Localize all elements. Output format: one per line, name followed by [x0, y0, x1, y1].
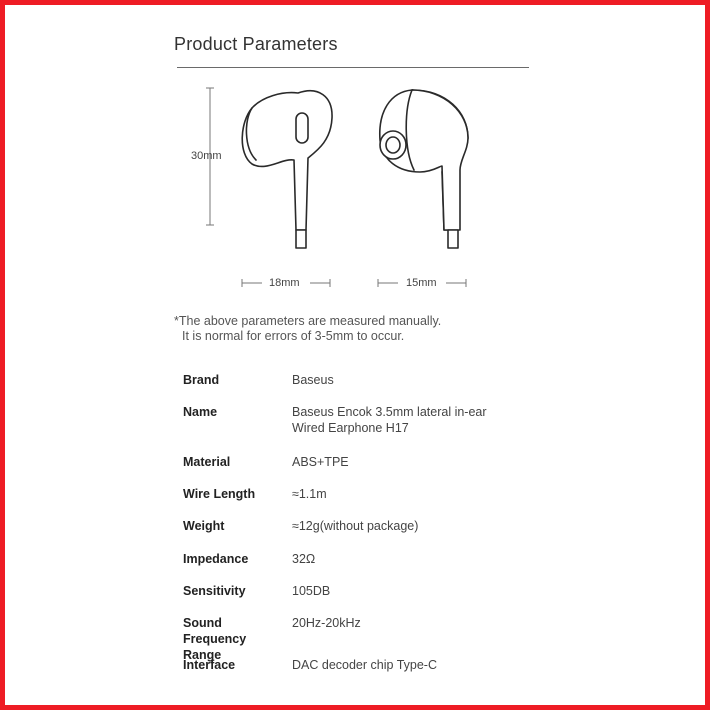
spec-value: ≈12g(without package): [292, 519, 419, 533]
spec-value: ≈1.1m: [292, 487, 327, 501]
spec-label: Material: [183, 455, 231, 469]
measurement-note: [174, 314, 441, 344]
page-title: Product Parameters: [174, 34, 338, 54]
note-line-1: *The above parameters are measured manually.: [174, 314, 442, 328]
spec-value: Baseus: [292, 373, 334, 387]
earphone-front-icon: [242, 91, 332, 248]
spec-value: DAC decoder chip Type-C: [292, 658, 437, 672]
spec-label: Weight: [183, 519, 225, 533]
earphone-diagram: [0, 0, 710, 310]
note-line-2: It is normal for errors of 3-5mm to occur.: [182, 329, 405, 343]
spec-label: Impedance: [183, 552, 249, 566]
spec-value: 105DB: [292, 584, 331, 598]
spec-label: Wire Length: [183, 487, 256, 501]
spec-label: Brand: [183, 373, 220, 387]
spec-label: Sensitivity: [183, 584, 246, 598]
spec-value: 32Ω: [292, 552, 316, 566]
front-width-dimension-label: 18mm: [269, 277, 300, 289]
spec-label: Sound Frequency Range: [183, 616, 247, 662]
spec-label: Name: [183, 405, 218, 419]
earphone-side-icon: [380, 90, 468, 248]
side-width-dimension-label: 15mm: [406, 277, 437, 289]
spec-value: Baseus Encok 3.5mm lateral in-ear Wired Earphone H17: [292, 405, 487, 435]
spec-value: ABS+TPE: [292, 455, 349, 469]
height-dimension-label: 30mm: [191, 150, 222, 162]
spec-value: 20Hz-20kHz: [292, 616, 361, 630]
spec-label: Interface: [183, 658, 236, 672]
